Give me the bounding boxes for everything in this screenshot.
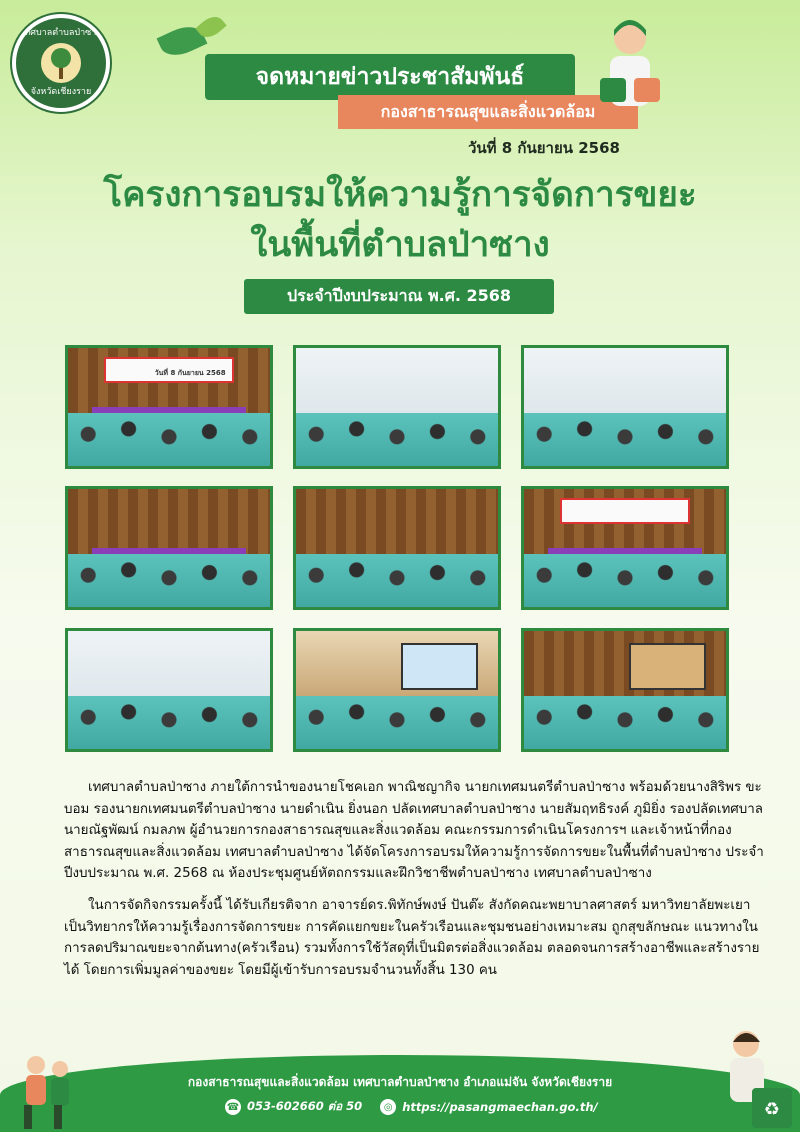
title-line-2: ในพื้นที่ตำบลป่าซาง [250,225,550,265]
event-photo-5 [293,486,501,610]
phone-number: 053-602660 ต่อ 50 [247,1099,363,1113]
recycling-bin-illustration [700,1022,800,1132]
footer-contact [225,1098,605,1116]
newsletter-title: จดหมายข่าวประชาสัมพันธ์ [255,64,525,90]
paragraph-2: ในการจัดกิจกรรมครั้งนี้ ได้รับเกียรติจาก อาจารย์ดร.พิทักษ์พงษ์ ปันต๊ะ สังกัดคณะพยาบาลศาสตร์ มหาวิทยาลัยพะเยา เป็นวิทยากรให้ความรู้เรื่องการจัดการขยะ การคัดแยกขยะในครัวเรือนและชุมชนอย่างเหมาะสม ถูกสุขลักษณะ แนวทางในการลดปริมาณขยะจากต้นทาง(ครัวเรือน) รวมทั้งการใช้วัสดุที่เป็นมิตรต่อสิ่งแวดล้อม ตลอดจนการสร้างอาชีพและสร้างรายได้ โดยการเพิ่มมูลค่าของขยะ โดยมีผู้เข้ารับการอบรมจำนวนทั้งสิ้น 130 คน [64,897,760,978]
event-photo-6 [521,486,729,610]
budget-year-text: ประจำปีงบประมาณ พ.ศ. 2568 [286,286,512,305]
event-photo-9 [521,628,729,752]
website-url: https://pasangmaechan.go.th/ [402,1100,598,1114]
paragraph-1: เทศบาลตำบลป่าซาง ภายใต้การนำของนายโชคเอก พาณิชญากิจ นายกเทศมนตรีตำบลป่าซาง พร้อมด้วยนางสิริพร ขะบอม รองนายกเทศมนตรีตำบลป่าซาง นายดำเนิน ยิ่งนอก ปลัดเทศบาลตำบลป่าซาง นายสัมฤทธิรงค์ ภูมิยิ่ง รองปลัดเทศบาล นายณัฐพัฒน์ กมลภพ ผู้อำนวยการกองสาธารณสุขและสิ่งแวดล้อม คณะกรรมการดำเนินโครงการฯ และเจ้าหน้าที่กองสาธารณสุขและสิ่งแวดล้อม เทศบาลตำบลป่าซาง ได้จัดโครงการอบรมให้ความรู้การจัดการขยะในพื้นที่ตำบลป่าซาง ประจำปีงบประมาณ พ.ศ. 2568 ณ ห้องประชุมศูนย์หัตถกรรมและฝึกวิชาชีพตำบลป่าซาง เทศบาลตำบลป่าซาง [64,780,764,882]
globe-icon: ◎ [380,1099,396,1115]
event-photo-2 [293,345,501,469]
event-photo-3 [521,345,729,469]
municipality-seal [12,14,110,112]
phone-icon: ☎ [225,1099,241,1115]
contact-website[interactable] [380,1099,598,1115]
volunteers-illustration [8,1045,88,1132]
event-photo-8 [293,628,501,752]
event-banner [104,357,233,383]
footer-band [0,1055,800,1132]
publish-date: วันที่ 8 กันยายน 2568 [467,139,620,157]
contact-phone[interactable] [225,1098,362,1116]
budget-year-badge [244,279,554,314]
division-name: กองสาธารณสุขและสิ่งแวดล้อม [380,101,596,121]
banner-date: วันที่ 8 กันยายน 2568 [154,369,226,378]
newsletter-title-bar [205,54,575,100]
seal-text-bottom: จังหวัดเชียงราย [30,87,92,97]
event-photo-1 [65,345,273,469]
seal-text-top: เทศบาลตำบลป่าซาง [21,28,101,38]
article-body [64,777,764,991]
event-photo-4 [65,486,273,610]
recycling-person-illustration [570,8,690,128]
event-photo-7 [65,628,273,752]
title-line-1: โครงการอบรมให้ความรู้การจัดการขยะ [103,175,697,215]
main-title [0,170,800,270]
svg-text:♻: ♻ [763,1099,781,1120]
footer-organization: กองสาธารณสุขและสิ่งแวดล้อม เทศบาลตำบลป่าซาง อำเภอแม่จัน จังหวัดเชียงราย [187,1075,613,1089]
seal-tree-icon [39,41,83,85]
